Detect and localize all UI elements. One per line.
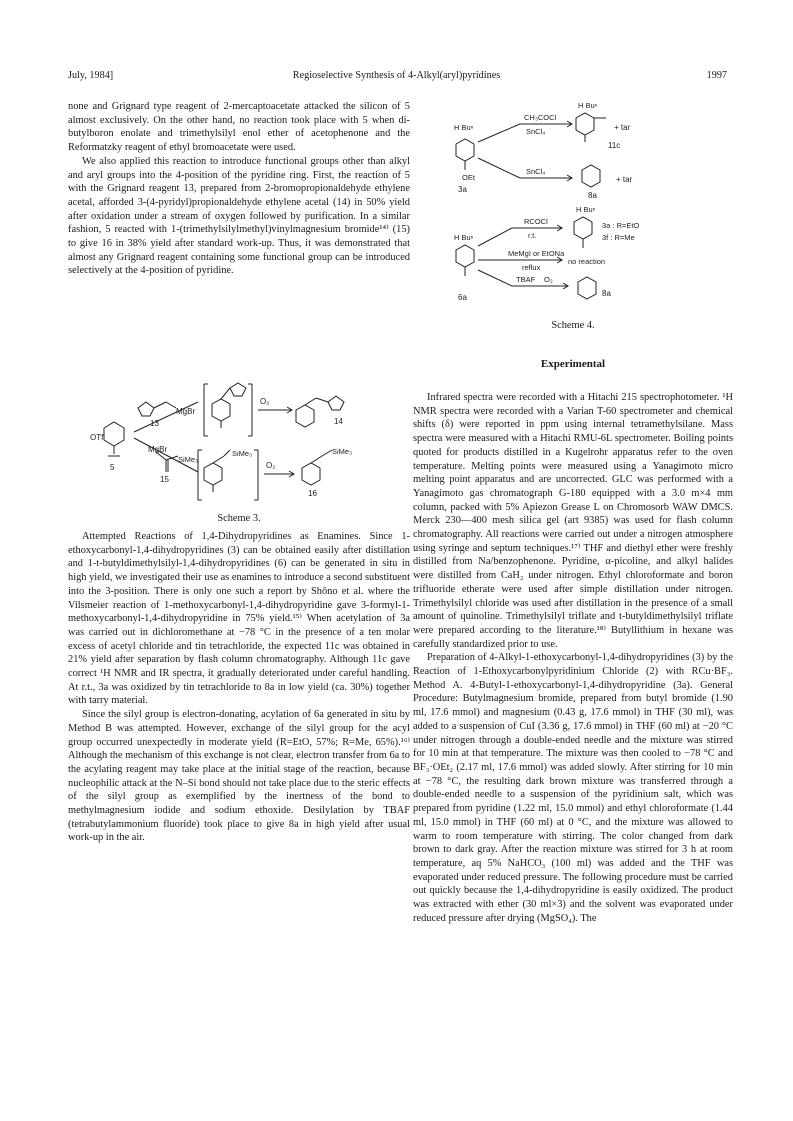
left-column-lower [68,530,410,845]
hbun-label-3: H Buⁿ [576,205,596,214]
tar-label-top: + tar [614,123,631,132]
hbun-label-3a: H Buⁿ [454,123,474,132]
tar-label-bottom: + tar [616,175,633,184]
sime3-label-16: SiMe₃ [332,447,353,456]
section-title-experimental: Experimental [540,358,606,370]
compound-label-15: 15 [160,475,169,484]
reagent-sncl4-bottom: SnCl₄ [526,167,546,176]
otf-label: OTf [90,433,104,442]
sime3-label-15: SiMe₃ [178,455,199,464]
paragraph-method-a: Preparation of 4-Alkyl-1-ethoxycarbonyl-1,4-dihydropyridines (3) by the Reaction of 1-Ethoxycarbonylpyridinium Chloride (2) with RCu·BF₃. Method A. 4-Butyl-1-ethoxycarbonyl-1,4-dihydropyridine (3a). General Procedure: Butylmagnesium bromide, prepared from butyl bromide (1.90 ml, 17.6 mmol) and magnesium (0.43 g, 17.6 mmol) in THF (30 ml), was added to a suspension of CuI (3.36 g, 17.6 mmol) in THF (60 ml) at −20 °C under nitrogen through a double-ended needle and the mixture was stirred for 10 min at that temperature. The mixture was then cooled to −78 °C and BF₃·OEt₂ (2.17 ml, 17.6 mmol) was added slowly. After stirring for 10 min at −78 °C, the resulting dark brown mixture was transferred through a double-ended needle to a suspension of the pyridinium salt, which was prepared from pyridine (1.22 ml, 15.0 mmol) and ethyl chloroformate (1.44 ml, 15.0 mmol) in THF (60 ml) at 0 °C, and the mixture was allowed to warm to room temperature with stirring. The color changed from dark brown to dark gray. After the reaction mixture was stirred for 3 h at room temperature, aq 5% NaHCO₃ (100 ml) was added and the THF was evaporated under reduced pressure. The following procedure must be carried out quickly because the 1,4-dihydropyridine is easily oxidized. The product was extracted with ether (30 ml×3) and the solvent was evaporated under reduced pressure after drying (MgSO₄). The [413,652,733,924]
scheme-3 [80,380,410,508]
compound-label-8a-bottom: 8a [602,289,611,298]
o2-label-bottom: O₂ [266,461,276,470]
reagent-sncl4-top: SnCl₄ [526,127,546,136]
reagent-memgi: MeMgI or EtONa [508,249,565,258]
o2-label-top: O₂ [260,397,270,406]
compound-label-5: 5 [110,463,115,472]
right-column [413,391,733,925]
running-header-title: Regioselective Synthesis of 4-Alkyl(aryl)pyridines [292,70,501,81]
mgbr-label-13: MgBr [176,407,196,416]
compound-label-14: 14 [334,417,343,426]
label-3a-r: 3a : R=EtO [602,221,640,230]
mgbr-label-15: MgBr [148,445,168,454]
hbun-label-11c: H Buⁿ [578,101,598,110]
left-column [68,100,410,278]
scheme-4-caption: Scheme 4. [551,320,595,331]
page-number: 1997 [706,70,727,81]
paragraph-silyl: Since the silyl group is electron-donating, acylation of 6a generated in situ by Method B was attempted. However, exchange of the silyl group for the acyl group occurred unexpectedly in moderate yield (R=EtO, 57%; R=Me, 65%).¹⁶⁾ Although the mechanism of this exchange is not clear, electron transfer from 6a to the acylating reagent may take place at the initial stage of the reaction, because nucleophilic attack at the N–Si bond should not take place due to the steric effects of the silyl group as exemplified by the inertness of the bond to methylmagnesium iodide and sodium ethoxide. Desilylation by TBAF (tetrabutylammonium fluoride) took place to give 8a in high yield after usual work-up in the air. [68,709,410,844]
reagent-rcocl: RCOCl [524,217,548,226]
reflux-label: reflux [522,263,541,272]
scheme-4 [452,100,702,315]
compound-label-6a: 6a [458,293,467,302]
paragraph-continuation: none and Grignard type reagent of 2-mercaptoacetate attacked the silicon of 5 almost exclusively. On the other hand, no reaction took place with 5 when di-butylboron enolate and trimethylsilyl enol ether of acetophenone and the Reformatzky reagent of ethyl bromoacetate were used. [68,101,410,154]
compound-label-16: 16 [308,489,317,498]
label-3f-r: 3f : R=Me [602,233,635,242]
sime3-label-intermediate: SiMe₃ [232,449,253,458]
oet-label-3a: OEt [462,173,475,182]
compound-label-3a: 3a [458,185,467,194]
no-reaction-label: no reaction [568,257,606,266]
o2-label-tbaf: O₂ [544,275,553,284]
paragraph-instruments: Infrared spectra were recorded with a Hitachi 215 spectrophotometer. ¹H NMR spectra were recorded with a Varian T-60 spectrometer and chemical shifts (δ) were reported in ppm using internal tetramethylsilane. Mass spectra were measured with a Hitachi RMU-6L spectrometer. Boiling points quoted for products distilled in a Kugelrohr apparatus refer to the oven temperature. Melting points were measured using a Yanagimoto micro melting point apparatus and are uncorrected. GLC was performed with a Yanagimoto gas chromatograph G-180 equipped with a 3.0 m×4 mm column, packed with 5% Apiezon Grease L on Chromosorb WAW DMCS. Merck 230—400 mesh silica gel (art 9385) was used for flash column chromatography. All reactions were carried out under a nitrogen atmosphere using syringe and septum techniques.¹⁷⁾ THF and diethyl ether were freshly distilled from Na/benzophenone. Pyridine, α-picoline, and alkyl halides were distilled from CaH₂ under nitrogen. Ethyl chloroformate and boron trifluoride etherate were used after simple distillation under nitrogen. Trimethylsilyl chloride was used after distillation in the presence of a small amount of quinoline. Trimethylsilyl triflate and t-butyldimethylsilyl triflate were prepared according to the literature.¹⁸⁾ Butyllithium in hexane was carefully standardized prior to use. [413,392,733,650]
compound-label-8a-top: 8a [588,191,597,200]
reagent-ch3cocl: CH₃COCl [524,113,557,122]
reagent-tbaf: TBAF [516,275,536,284]
scheme-3-caption: Scheme 3. [217,513,261,524]
running-header-date: July, 1984] [68,70,114,81]
paragraph-functional-groups: We also applied this reaction to introduce functional groups other than alkyl and aryl groups into the 4-position of the pyridine ring. First, the reaction of 5 with the Grignard reagent 13, prepared from 2-bromopropionaldehyde ethylene acetal, afforded 3-(4-pyridyl)propionaldehyde ethylene acetal (14) in 50% yield after oxidation under a stream of oxygen followed by purification. In a similar fashion, 5 reacted with 1-(trimethylsilylmethyl)vinylmagnesium bromide¹⁴⁾ (15) to give 16 in 38% yield after standard work-up. Thus, it was demonstrated that almost any Grignard reagent containing some functional group can be introduced selectively at the 4-position of pyridine. [68,155,410,277]
rt-label: r.t. [528,231,537,240]
paragraph-enamines: Attempted Reactions of 1,4-Dihydropyridines as Enamines. Since 1-ethoxycarbonyl-1,4-dihydropyridines (3) can be obtained easily after distillation and 1-t-butyldimethylsilyl-1,4-dihydropyridines (6) can be generated in situ in high yield, we investigated their use as enamines to introduce a second substituent into the 3-position. There is only one such a report by Shōno et al. where the Vilsmeier reaction of 1-methoxycarbonyl-1,4-dihydropyridine gave 3-formyl-1-methoxycarbonyl-1,4-dihydropyridine in 75% yield.¹⁵⁾ When acetylation of 3a was carried out in dichloromethane at −78 °C in the presence of a ten molar excess of acetyl chloride and tin tetrachloride, the expected 11c was obtained in 21% yield after separation by flash column chromatography. Although 11c gave correct ¹H NMR and IR spectra, it gradually deteriorated under careful handling. At r.t., 3a was oxidized by tin tetrachloride to 8a in low yield (ca. 30%) together with tarry material. [68,531,410,707]
compound-label-13: 13 [150,419,159,428]
hbun-label-6a: H Buⁿ [454,233,474,242]
compound-label-11c: 11c [608,141,621,150]
